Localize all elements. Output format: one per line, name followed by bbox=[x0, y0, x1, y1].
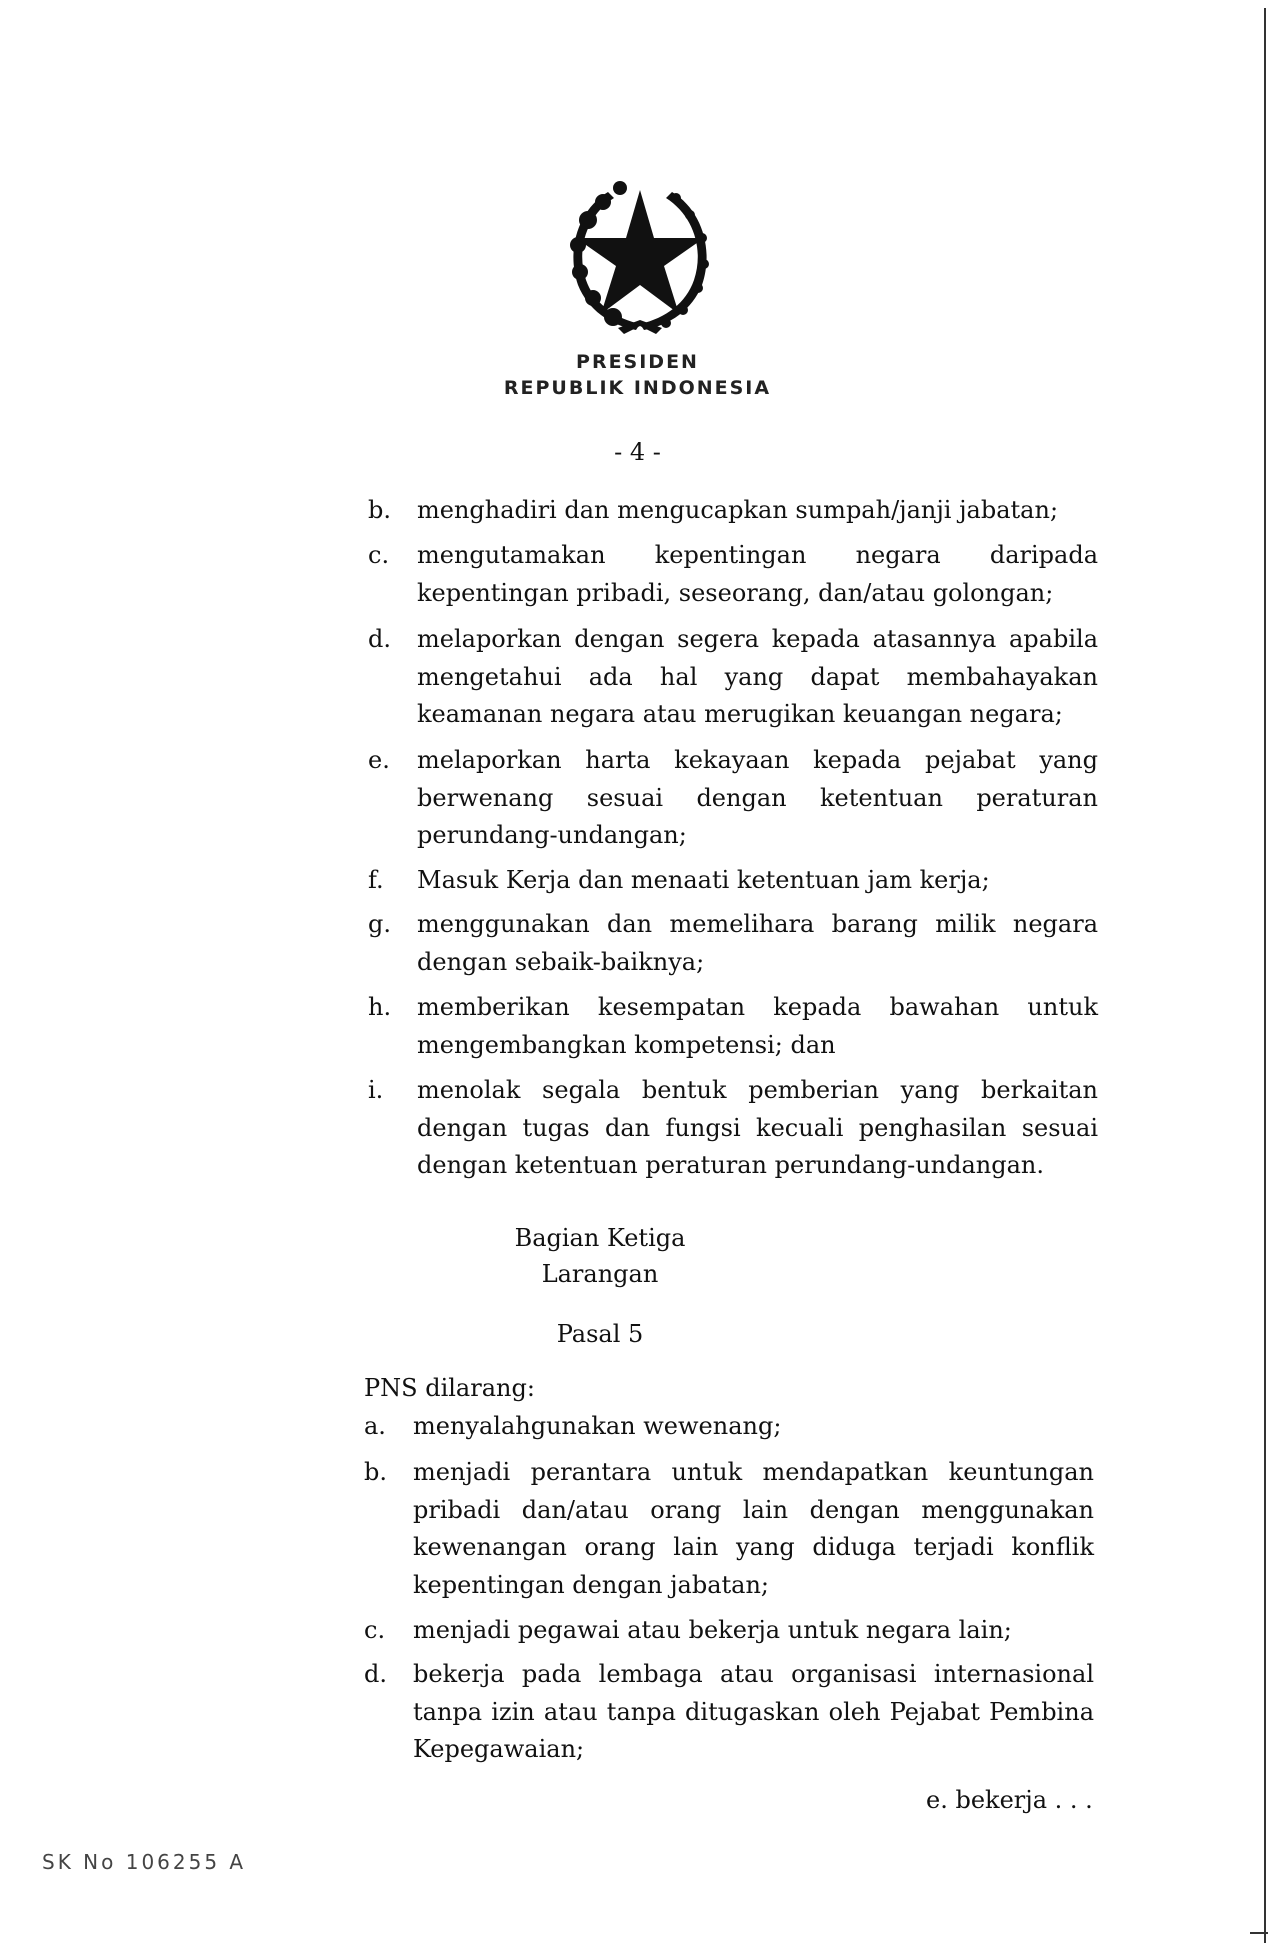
list-item-label: b. bbox=[364, 1458, 387, 1486]
list-item-label: b. bbox=[368, 496, 391, 524]
list-item-label: f. bbox=[368, 866, 384, 894]
list-item-text: menyalahgunakan wewenang; bbox=[413, 1412, 782, 1440]
list-item-text: menghadiri dan mengucapkan sumpah/janji jabatan; bbox=[417, 496, 1059, 524]
list-item-text: melaporkan dengan segera kepada atasannya apabila mengetahui ada hal yang dapat membahayakan keamanan negara atau merugikan keuangan negara; bbox=[417, 625, 1098, 728]
list-item-text: menolak segala bentuk pemberian yang berkaitan dengan tugas dan fungsi kecuali penghasilan sesuai dengan ketentuan peraturan perundang-undangan. bbox=[417, 1076, 1098, 1179]
header-subtitle: REPUBLIK INDONESIA bbox=[503, 377, 772, 399]
list-item-label: d. bbox=[368, 625, 391, 653]
list-item-text: menggunakan dan memelihara barang milik negara dengan sebaik-baiknya; bbox=[417, 910, 1098, 976]
section-title: Larangan bbox=[541, 1260, 659, 1288]
list-item-label: a. bbox=[364, 1412, 386, 1440]
list-item-text: memberikan kesempatan kepada bawahan untuk mengembangkan kompetensi; dan bbox=[417, 993, 1098, 1059]
page-corner-line bbox=[1250, 1932, 1268, 1934]
document-code: SK No 106255 A bbox=[42, 1850, 247, 1874]
list-item-label: c. bbox=[368, 541, 390, 569]
list-item-label: c. bbox=[364, 1616, 386, 1644]
continuation-catchword: e. bekerja . . . bbox=[926, 1786, 1093, 1814]
list-item-label: e. bbox=[368, 746, 390, 774]
list-item-text: mengutamakan kepentingan negara daripada kepentingan pribadi, seseorang, dan/atau golongan; bbox=[417, 541, 1098, 607]
page-number: - 4 - bbox=[614, 438, 661, 466]
list-item-text: bekerja pada lembaga atau organisasi internasional tanpa izin atau tanpa ditugaskan oleh Pejabat Pembina Kepegawaian; bbox=[413, 1660, 1094, 1763]
list-item-text: menjadi pegawai atau bekerja untuk negara lain; bbox=[413, 1616, 1012, 1644]
article-intro: PNS dilarang: bbox=[364, 1374, 535, 1402]
list-item-label: d. bbox=[364, 1660, 387, 1688]
list-item-label: h. bbox=[368, 993, 392, 1021]
list-item-label: i. bbox=[368, 1076, 384, 1104]
presidential-emblem-icon bbox=[548, 160, 732, 340]
list-item-text: Masuk Kerja dan menaati ketentuan jam kerja; bbox=[417, 866, 990, 894]
list-item-label: g. bbox=[368, 910, 391, 938]
list-item-text: melaporkan harta kekayaan kepada pejabat yang berwenang sesuai dengan ketentuan peraturan perundang-undangan; bbox=[417, 746, 1098, 849]
page-edge-line bbox=[1264, 8, 1266, 1943]
list-item-text: menjadi perantara untuk mendapatkan keuntungan pribadi dan/atau orang lain dengan menggunakan kewenangan orang lain yang diduga terjadi konflik kepentingan dengan jabatan; bbox=[413, 1458, 1094, 1599]
article-heading: Pasal 5 bbox=[556, 1320, 644, 1348]
header-title: PRESIDEN bbox=[576, 351, 699, 373]
section-part-heading: Bagian Ketiga bbox=[514, 1224, 686, 1252]
